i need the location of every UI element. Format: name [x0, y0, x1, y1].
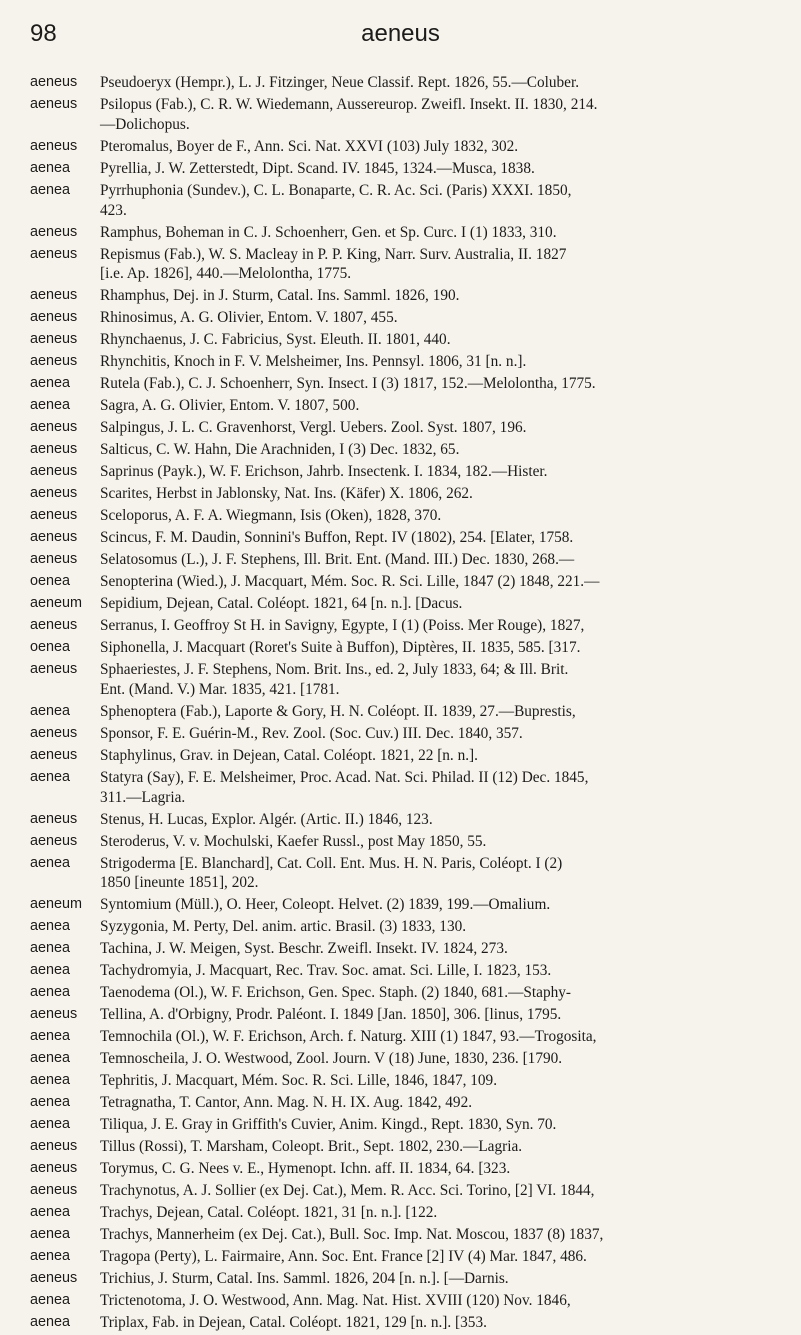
entry-key: aenea — [30, 768, 71, 785]
entry-text: Syntomium (Müll.), O. Heer, Coleopt. Helvet. (2) 1839, 199.—Omalium. — [100, 896, 551, 914]
entry-key: aenea — [30, 375, 71, 392]
entry-text: Trachys, Mannerheim (ex Dej. Cat.), Bull. Soc. Imp. Nat. Moscou, 1837 (8) 1837, — [100, 1226, 604, 1244]
entry-key: aeneum — [30, 595, 83, 612]
list-item — [30, 854, 790, 894]
entry-text: Salticus, C. W. Hahn, Die Arachniden, I (3) Dec. 1832, 65. — [100, 441, 460, 459]
entry-key: aenea — [30, 702, 71, 719]
entry-text: Senopterina (Wied.), J. Macquart, Mém. Soc. R. Sci. Lille, 1847 (2) 1848, 221.— — [100, 573, 600, 591]
entry-text: Rhamphus, Dej. in J. Sturm, Catal. Ins. Samml. 1826, 190. — [100, 287, 460, 305]
list-item — [30, 594, 790, 614]
entry-key: aenea — [30, 1313, 71, 1330]
entry-text: Trichius, J. Sturm, Catal. Ins. Samml. 1826, 204 [n. n.]. [—Darnis. — [100, 1270, 509, 1288]
entry-list — [30, 73, 790, 1335]
entry-text: Sphaeriestes, J. F. Stephens, Nom. Brit. Ins., ed. 2, July 1833, 64; & Ill. Brit. Ent. (Mand. V.) Mar. 1835, 421. [1781. — [100, 661, 569, 698]
entry-text: Stenus, H. Lucas, Explor. Algér. (Artic. II.) 1846, 123. — [100, 810, 433, 828]
entry-text: Tachydromyia, J. Macquart, Rec. Trav. Soc. amat. Sci. Lille, I. 1823, 153. — [100, 962, 552, 980]
entry-text: Rhinosimus, A. G. Olivier, Entom. V. 1807, 455. — [100, 309, 398, 327]
entry-key: aenea — [30, 918, 71, 935]
entry-key: aenea — [30, 1204, 71, 1221]
entry-key: aeneus — [30, 223, 78, 240]
list-item — [30, 374, 790, 394]
entry-text: Triplax, Fab. in Dejean, Catal. Coléopt. 1821, 129 [n. n.]. [353. — [100, 1313, 487, 1331]
entry-key: aeneus — [30, 1160, 78, 1177]
list-item — [30, 137, 790, 157]
entry-key: aenea — [30, 397, 71, 414]
list-item — [30, 418, 790, 438]
list-item — [30, 528, 790, 548]
entry-key: aeneus — [30, 810, 78, 827]
entry-text: Repismus (Fab.), W. S. Macleay in P. P. King, Narr. Surv. Australia, II. 1827 [i.e. Ap. 1826], 440.—Melolontha, 1775. — [100, 245, 567, 283]
entry-key: aeneus — [30, 661, 78, 678]
entry-key: aeneus — [30, 137, 78, 154]
entry-text: Trachynotus, A. J. Sollier (ex Dej. Cat.), Mem. R. Acc. Sci. Torino, [2] VI. 1844, — [100, 1182, 595, 1200]
entry-text: Scarites, Herbst in Jablonsky, Nat. Ins. (Käfer) X. 1806, 262. — [100, 485, 473, 503]
entry-text: Steroderus, V. v. Mochulski, Kaefer Russl., post May 1850, 55. — [100, 832, 487, 850]
entry-key: aenea — [30, 962, 71, 979]
entry-text: Tachina, J. W. Meigen, Syst. Beschr. Zweifl. Insekt. IV. 1824, 273. — [100, 940, 508, 958]
list-item — [30, 245, 790, 285]
entry-text: Torymus, C. G. Nees v. E., Hymenopt. Ichn. aff. II. 1834, 64. [323. — [100, 1160, 511, 1178]
list-item — [30, 895, 790, 915]
entry-text: Trictenotoma, J. O. Westwood, Ann. Mag. Nat. Hist. XVIII (120) Nov. 1846, — [100, 1292, 571, 1309]
entry-text: Serranus, I. Geoffroy St H. in Savigny, Egypte, I (1) (Poiss. Mer Rouge), 1827, — [100, 617, 585, 635]
list-item — [30, 1027, 790, 1047]
list-item — [30, 1247, 790, 1267]
entry-key: aeneus — [30, 74, 78, 90]
list-item — [30, 810, 790, 830]
list-item — [30, 181, 790, 221]
entry-text: Salpingus, J. L. C. Gravenhorst, Vergl. Uebers. Zool. Syst. 1807, 196. — [100, 419, 527, 437]
entry-key: aenea — [30, 984, 71, 1001]
entry-text: Pteromalus, Boyer de F., Ann. Sci. Nat. XXVI (103) July 1832, 302. — [100, 137, 519, 155]
entry-key: aenea — [30, 1226, 71, 1243]
entry-key: aenea — [30, 1094, 71, 1111]
entry-text: Taenodema (Ol.), W. F. Erichson, Gen. Spec. Staph. (2) 1840, 681.—Staphy- — [100, 984, 571, 1002]
entry-key: aeneus — [30, 331, 78, 348]
entry-key: aeneus — [30, 95, 78, 112]
list-item — [30, 286, 790, 306]
entry-text: Tragopa (Perty), L. Fairmaire, Ann. Soc. Ent. France [2] IV (4) Mar. 1847, 486. — [100, 1248, 587, 1266]
entry-key: aenea — [30, 854, 71, 871]
entry-text: Temnoscheila, J. O. Westwood, Zool. Journ. V (18) June, 1830, 236. [1790. — [100, 1050, 563, 1068]
entry-text: Statyra (Say), F. E. Melsheimer, Proc. Acad. Nat. Sci. Philad. II (12) Dec. 1845, 311.—Lagria. — [100, 768, 589, 806]
list-item — [30, 832, 790, 852]
list-item — [30, 1159, 790, 1179]
list-item — [30, 396, 790, 416]
entry-text: Sceloporus, A. F. A. Wiegmann, Isis (Oken), 1828, 370. — [100, 507, 442, 525]
entry-text: Psilopus (Fab.), C. R. W. Wiedemann, Aussereurop. Zweifl. Insekt. II. 1830, 214. —Dolichopus. — [100, 95, 598, 133]
list-item — [30, 638, 790, 658]
entry-text: Tetragnatha, T. Cantor, Ann. Mag. N. H. IX. Aug. 1842, 492. — [100, 1094, 473, 1112]
entry-key: aeneus — [30, 529, 78, 546]
entry-key: oenea — [30, 639, 71, 656]
entry-key: aeneus — [30, 245, 78, 262]
list-item — [30, 724, 790, 744]
entry-key: aenea — [30, 181, 71, 198]
entry-key: aenea — [30, 1292, 71, 1308]
entry-text: Ramphus, Boheman in C. J. Schoenherr, Gen. et Sp. Curc. I (1) 1833, 310. — [100, 223, 557, 241]
entry-text: Pyrrhuphonia (Sundev.), C. L. Bonaparte, C. R. Ac. Sci. (Paris) XXXI. 1850, 423. — [100, 181, 572, 219]
list-item — [30, 702, 790, 722]
list-item — [30, 95, 790, 135]
entry-key: aeneus — [30, 1270, 78, 1287]
entry-key: aeneus — [30, 441, 78, 458]
entry-text: Syzygonia, M. Perty, Del. anim. artic. Brasil. (3) 1833, 130. — [100, 918, 467, 936]
entry-text: Tellina, A. d'Orbigny, Prodr. Paléont. I. 1849 [Jan. 1850], 306. [linus, 1795. — [100, 1006, 562, 1024]
list-item — [30, 939, 790, 959]
entry-text: Tephritis, J. Macquart, Mém. Soc. R. Sci. Lille, 1846, 1847, 109. — [100, 1072, 498, 1090]
entry-text: Tillus (Rossi), T. Marsham, Coleopt. Brit., Sept. 1802, 230.—Lagria. — [100, 1138, 523, 1156]
list-item — [30, 746, 790, 766]
entry-key: aeneus — [30, 353, 78, 370]
entry-text: Sepidium, Dejean, Catal. Coléopt. 1821, 64 [n. n.]. [Dacus. — [100, 595, 463, 613]
entry-key: aenea — [30, 940, 71, 957]
entry-text: Strigoderma [E. Blanchard], Cat. Coll. Ent. Mus. H. N. Paris, Coléopt. I (2) 1850 [ineunte 1851], 202. — [100, 854, 563, 892]
entry-key: aenea — [30, 159, 71, 176]
entry-text: Rhynchitis, Knoch in F. V. Melsheimer, Ins. Pennsyl. 1806, 31 [n. n.]. — [100, 353, 527, 371]
list-item — [30, 73, 790, 93]
entry-text: Pyrellia, J. W. Zetterstedt, Dipt. Scand. IV. 1845, 1324.—Musca, 1838. — [100, 159, 535, 177]
entry-key: aenea — [30, 1248, 71, 1265]
entry-text: Tiliqua, J. E. Gray in Griffith's Cuvier, Anim. Kingd., Rept. 1830, Syn. 70. — [100, 1116, 557, 1134]
list-item — [30, 1093, 790, 1113]
entry-text: Sphenoptera (Fab.), Laporte & Gory, H. N. Coléopt. II. 1839, 27.—Buprestis, — [100, 702, 576, 720]
list-item — [30, 440, 790, 460]
entry-text: Temnochila (Ol.), W. F. Erichson, Arch. f. Naturg. XIII (1) 1847, 93.—Trogosita, — [100, 1028, 597, 1046]
entry-key: aeneus — [30, 485, 78, 502]
list-item — [30, 1203, 790, 1223]
entry-text: Siphonella, J. Macquart (Roret's Suite à Buffon), Diptères, II. 1835, 585. [317. — [100, 639, 581, 657]
entry-key: aeneus — [30, 309, 78, 326]
list-item — [30, 768, 790, 808]
entry-text: Trachys, Dejean, Catal. Coléopt. 1821, 31 [n. n.]. [122. — [100, 1204, 438, 1222]
list-item — [30, 550, 790, 570]
entry-key: aeneus — [30, 551, 78, 568]
list-item — [30, 961, 790, 981]
entry-key: aeneus — [30, 1182, 78, 1199]
list-item — [30, 462, 790, 482]
entry-key: aeneum — [30, 896, 83, 913]
list-item — [30, 1181, 790, 1201]
list-item — [30, 983, 790, 1003]
entry-key: aeneus — [30, 724, 78, 741]
list-item — [30, 159, 790, 179]
list-item — [30, 1115, 790, 1135]
list-item — [30, 308, 790, 328]
entry-key: oenea — [30, 573, 71, 590]
entry-text: Pseudoeryx (Hempr.), L. J. Fitzinger, Neue Classif. Rept. 1826, 55.—Coluber. — [100, 74, 580, 91]
list-item — [30, 1005, 790, 1025]
entry-key: aeneus — [30, 1006, 78, 1023]
entry-text: Selatosomus (L.), J. F. Stephens, Ill. Brit. Ent. (Mand. III.) Dec. 1830, 268.— — [100, 551, 575, 569]
page-number: 98 — [30, 20, 57, 47]
list-item — [30, 1049, 790, 1069]
list-item — [30, 330, 790, 350]
list-item — [30, 1071, 790, 1091]
entry-key: aeneus — [30, 832, 78, 849]
list-item — [30, 1313, 790, 1333]
entry-key: aenea — [30, 1116, 71, 1133]
entry-key: aenea — [30, 1050, 71, 1067]
entry-key: aenea — [30, 1072, 71, 1089]
entry-key: aenea — [30, 1028, 71, 1045]
entry-key: aeneus — [30, 287, 78, 304]
list-item — [30, 616, 790, 636]
entry-key: aeneus — [30, 746, 78, 763]
list-item — [30, 1225, 790, 1245]
running-head: aeneus — [361, 20, 440, 47]
list-item — [30, 352, 790, 372]
list-item — [30, 223, 790, 243]
entry-text: Saprinus (Payk.), W. F. Erichson, Jahrb. Insectenk. I. 1834, 182.—Hister. — [100, 463, 548, 481]
entry-key: aeneus — [30, 419, 78, 436]
entry-key: aeneus — [30, 463, 78, 480]
list-item — [30, 506, 790, 526]
entry-text: Sponsor, F. E. Guérin-M., Rev. Zool. (Soc. Cuv.) III. Dec. 1840, 357. — [100, 724, 523, 742]
entry-key: aeneus — [30, 617, 78, 634]
entry-text: Rhynchaenus, J. C. Fabricius, Syst. Eleuth. II. 1801, 440. — [100, 331, 451, 349]
list-item — [30, 1291, 790, 1311]
list-item — [30, 660, 790, 700]
list-item — [30, 484, 790, 504]
entry-text: Sagra, A. G. Olivier, Entom. V. 1807, 500. — [100, 397, 360, 415]
list-item — [30, 1137, 790, 1157]
entry-key: aeneus — [30, 507, 78, 524]
entry-key: aeneus — [30, 1138, 78, 1155]
entry-text: Staphylinus, Grav. in Dejean, Catal. Coléopt. 1821, 22 [n. n.]. — [100, 746, 478, 764]
entry-text: Scincus, F. M. Daudin, Sonnini's Buffon, Rept. IV (1802), 254. [Elater, 1758. — [100, 529, 574, 547]
list-item — [30, 917, 790, 937]
entry-text: Rutela (Fab.), C. J. Schoenherr, Syn. Insect. I (3) 1817, 152.—Melolontha, 1775. — [100, 375, 596, 393]
list-item — [30, 572, 790, 592]
list-item — [30, 1269, 790, 1289]
